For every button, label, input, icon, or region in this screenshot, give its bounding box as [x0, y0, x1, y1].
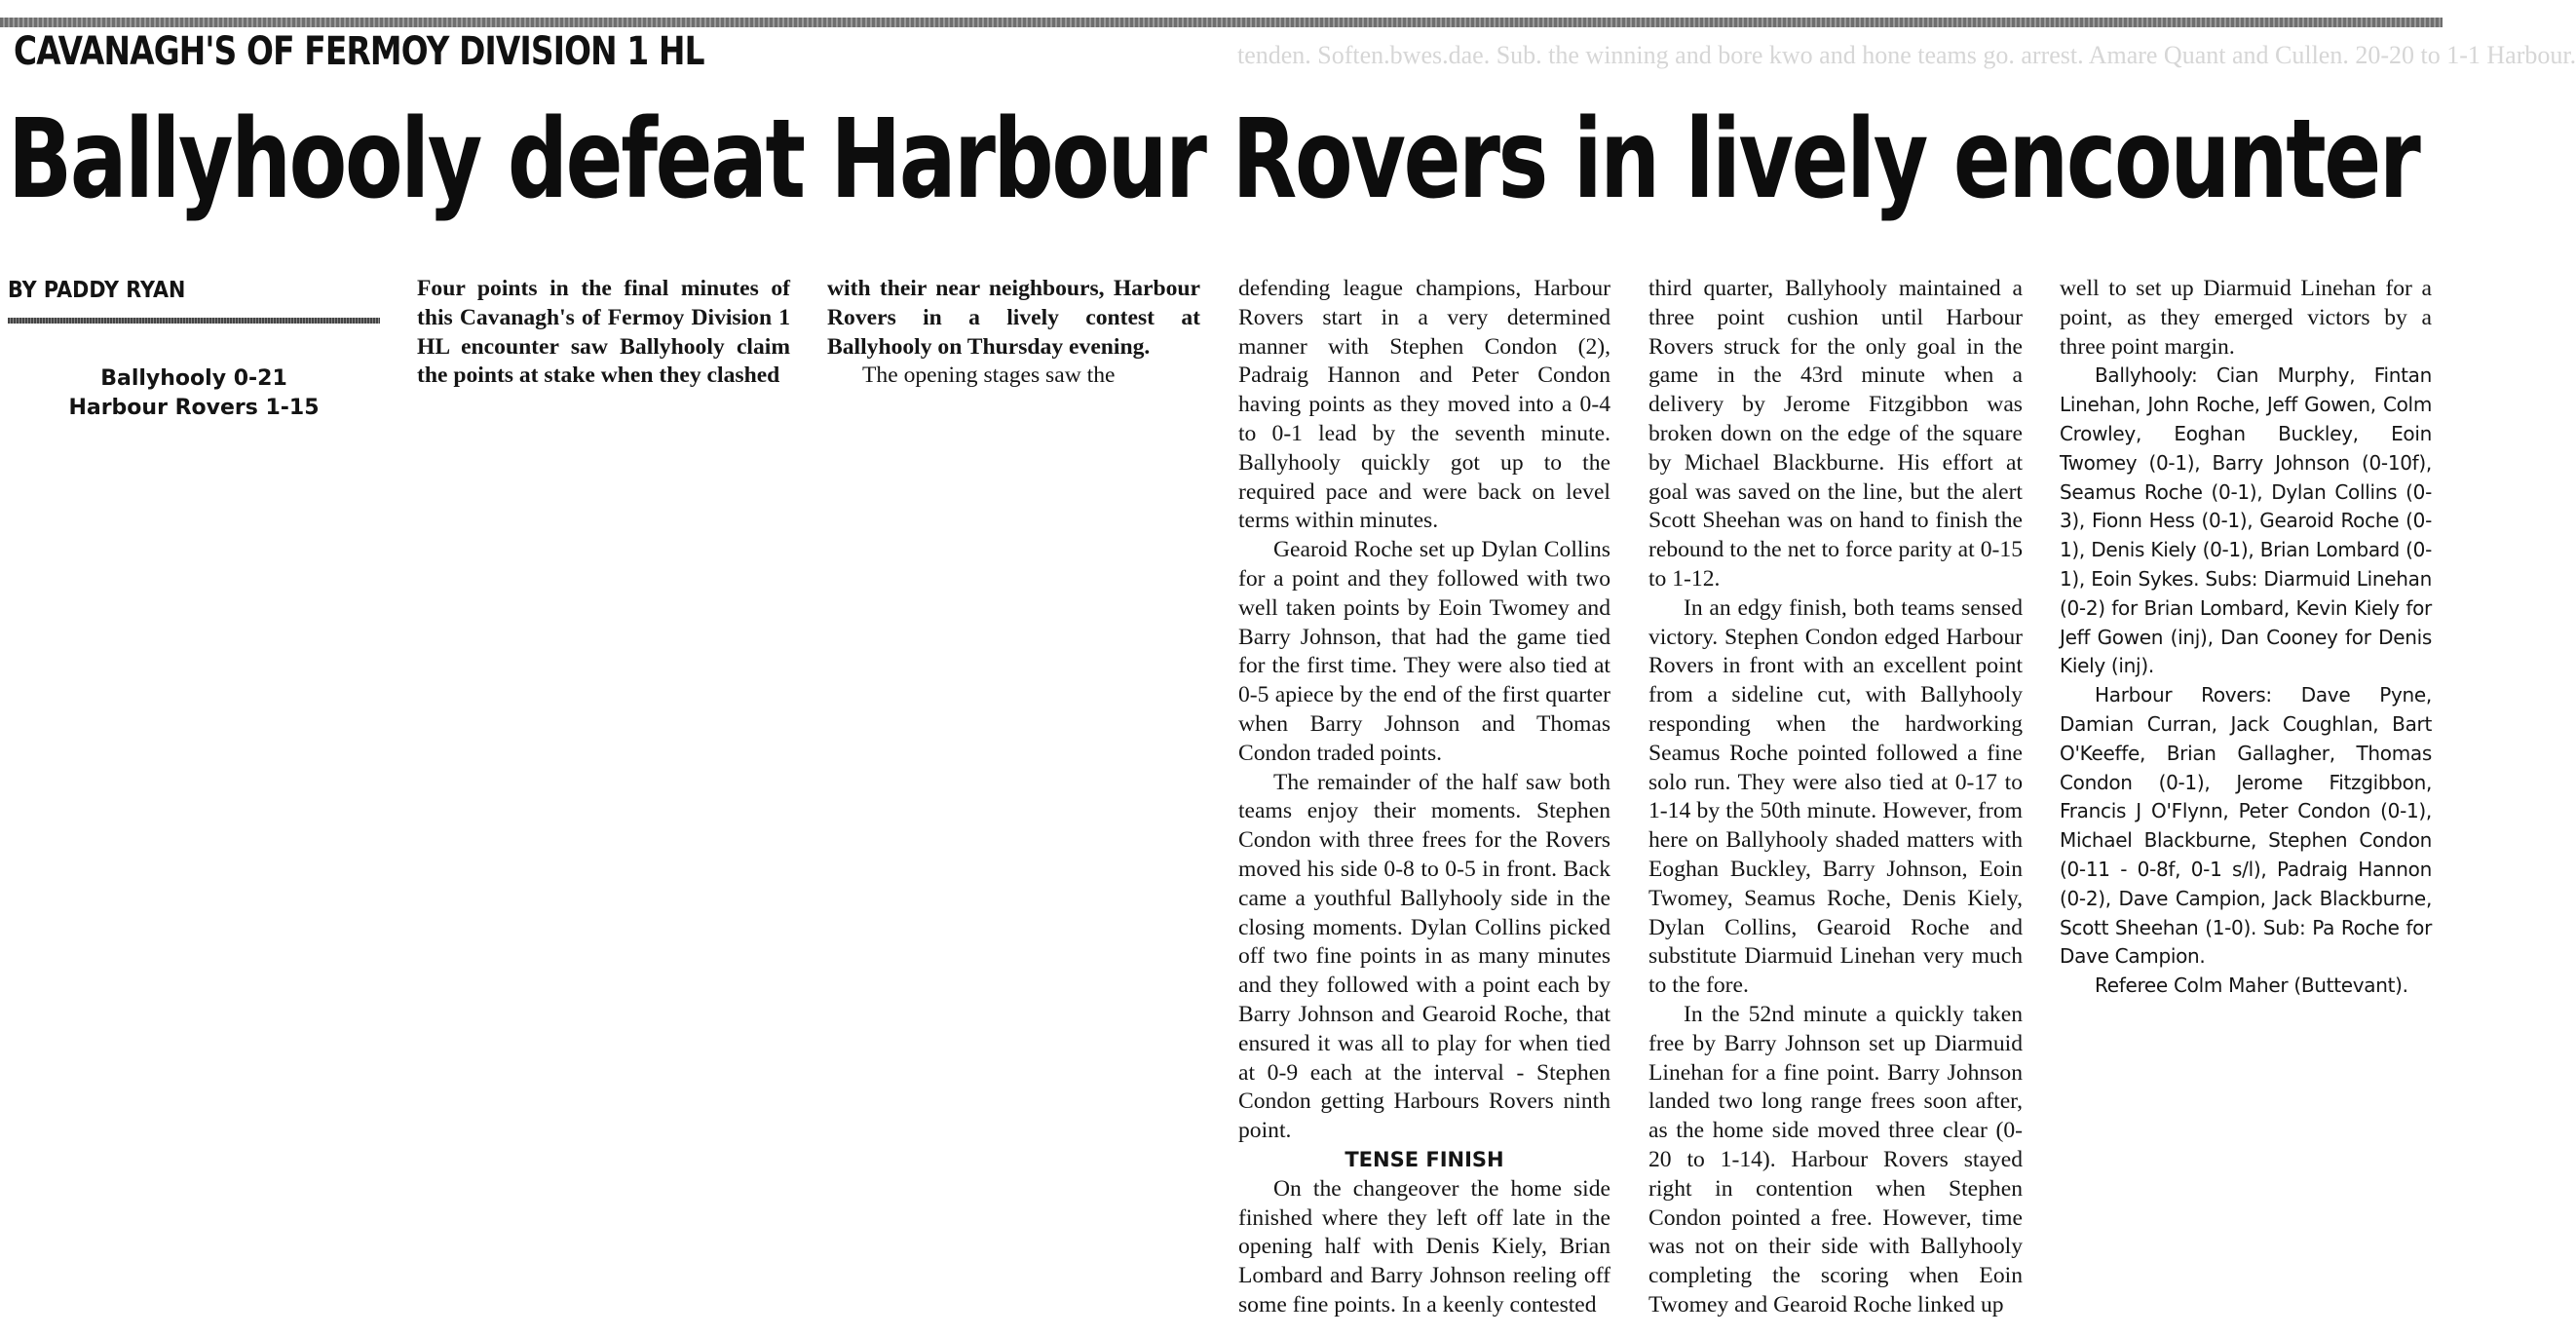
byline: BY PADDY RYAN	[8, 278, 186, 303]
article-column-1	[417, 275, 790, 391]
article-column-5	[2060, 275, 2432, 1001]
body-paragraph: The opening stages saw the	[862, 363, 1116, 389]
scoreline-box	[8, 364, 380, 423]
score-home: Ballyhooly 0-21	[100, 366, 287, 391]
body-paragraph: well to set up Diarmuid Linehan for a point, as they emerged victors by a three point margin.	[2060, 276, 2432, 360]
top-rule	[0, 18, 2443, 27]
body-paragraph: In the 52nd minute a quickly taken free by Barry Johnson set up Diarmuid Linehan for a fine point. Barry Johnson landed two long range frees soon after, as the home side moved three clear (0-20 to 1-14). Harbour Rovers stayed right in contention when Stephen Condon pointed a free. However, time was not on their side with Ballyhooly completing the scoring when Eoin Twomey and Gearoid Roche linked up	[1648, 1001, 2023, 1318]
team-list-ballyhooly: Ballyhooly: Cian Murphy, Fintan Linehan, John Roche, Jeff Gowen, Colm Crowley, Eoghan Buckley, Eoin Twomey (0-1), Barry Johnson (0-10f), Seamus Roche (0-1), Dylan Collins (0-3), Fionn Hess (0-1), Gearoid Roche (0-1), Denis Kiely (0-1), Brian Lombard (0-1), Eoin Sykes. Subs: Diarmuid Linehan (0-2) for Brian Lombard, Kevin Kiely for Jeff Gowen (inj), Dan Cooney for Denis Kiely (inj).	[2060, 363, 2432, 678]
article-column-2	[827, 275, 1200, 391]
lead-paragraph: with their near neighbours, Harbour Rovers in a lively contest at Ballyhooly on Thursday evening.	[827, 276, 1200, 360]
score-away: Harbour Rovers 1-15	[68, 396, 320, 420]
bleed-through-text: tenden. Soften.bwes.dae. Sub. the winning and bore kwo and hone teams go. arrest. Amare Quant and Cullen. 20-20 to 1-1 Harbour.	[1237, 41, 2576, 69]
headline: Ballyhooly defeat Harbour Rovers in lively encounter	[8, 96, 2419, 223]
body-paragraph: The remainder of the half saw both teams enjoy their moments. Stephen Condon with three frees for the Rovers moved his side 0-8 to 0-5 in front. Back came a youthful Ballyhooly side in the closing moments. Dylan Collins picked off two fine points in as many minutes and they followed with a point each by Barry Johnson and Gearoid Roche, that ensured it was all to play for when tied at 0-9 each at the interval - Stephen Condon getting Harbours Rovers ninth point.	[1238, 769, 1610, 1144]
article-column-4	[1648, 275, 2023, 1320]
section-kicker: CAVANAGH'S OF FERMOY DIVISION 1 HL	[14, 29, 704, 74]
lead-paragraph: Four points in the final minutes of this Cavanagh's of Fermoy Division 1 HL encounter saw Ballyhooly claim the points at stake when they clashed	[417, 276, 790, 389]
team-list-harbour-rovers: Harbour Rovers: Dave Pyne, Damian Curran, Jack Coughlan, Bart O'Keeffe, Brian Gallagher, Thomas Condon (0-1), Jerome Fitzgibbon, Francis J O'Flynn, Peter Condon (0-1), Michael Blackburne, Stephen Condon (0-11 - 0-8f, 0-1 s/l), Padraig Hannon (0-2), Dave Campion, Jack Blackburne, Scott Sheehan (1-0). Sub: Pa Roche for Dave Campion.	[2060, 683, 2432, 969]
body-paragraph: In an edgy finish, both teams sensed victory. Stephen Condon edged Harbour Rovers in front with an excellent point from a sideline cut, with Ballyhooly responding when the hardworking Seamus Roche pointed followed a fine solo run. They were also tied at 0-17 to 1-14 by the 50th minute. However, from here on Ballyhooly shaded matters with Eoghan Buckley, Barry Johnson, Eoin Twomey, Seamus Roche, Denis Kiely, Dylan Collins, Gearoid Roche and substitute Diarmuid Linehan very much to the fore.	[1648, 594, 2023, 999]
body-paragraph: defending league champions, Harbour Rovers start in a very determined manner with Stephen Condon (2), Padraig Hannon and Peter Condon having points as they moved into a 0-4 to 0-1 lead by the seventh minute. Ballyhooly quickly got up to the required pace and were back on level terms within minutes.	[1238, 276, 1610, 534]
byline-rule	[8, 318, 380, 324]
body-paragraph: On the changeover the home side finished where they left off late in the opening half with Denis Kiely, Brian Lombard and Barry Johnson reeling off some fine points. In a keenly contested	[1238, 1175, 1610, 1318]
article-column-3	[1238, 275, 1610, 1320]
body-paragraph: Gearoid Roche set up Dylan Collins for a point and they followed with two well taken points by Eoin Twomey and Barry Johnson, that had the game tied for the first time. They were also tied at 0-5 apiece by the end of the first quarter when Barry Johnson and Thomas Condon traded points.	[1238, 537, 1610, 766]
referee-line: Referee Colm Maher (Buttevant).	[2095, 974, 2408, 998]
body-paragraph: third quarter, Ballyhooly maintained a three point cushion until Harbour Rovers struck for the only goal in the game in the 43rd minute when a delivery by Jerome Fitzgibbon was broken down on the edge of the square by Michael Blackburne. His effort at goal was saved on the line, but the alert Scott Sheehan was on hand to finish the rebound to the net to force parity at 0-15 to 1-12.	[1648, 276, 2023, 592]
subheading: TENSE FINISH	[1345, 1147, 1504, 1171]
